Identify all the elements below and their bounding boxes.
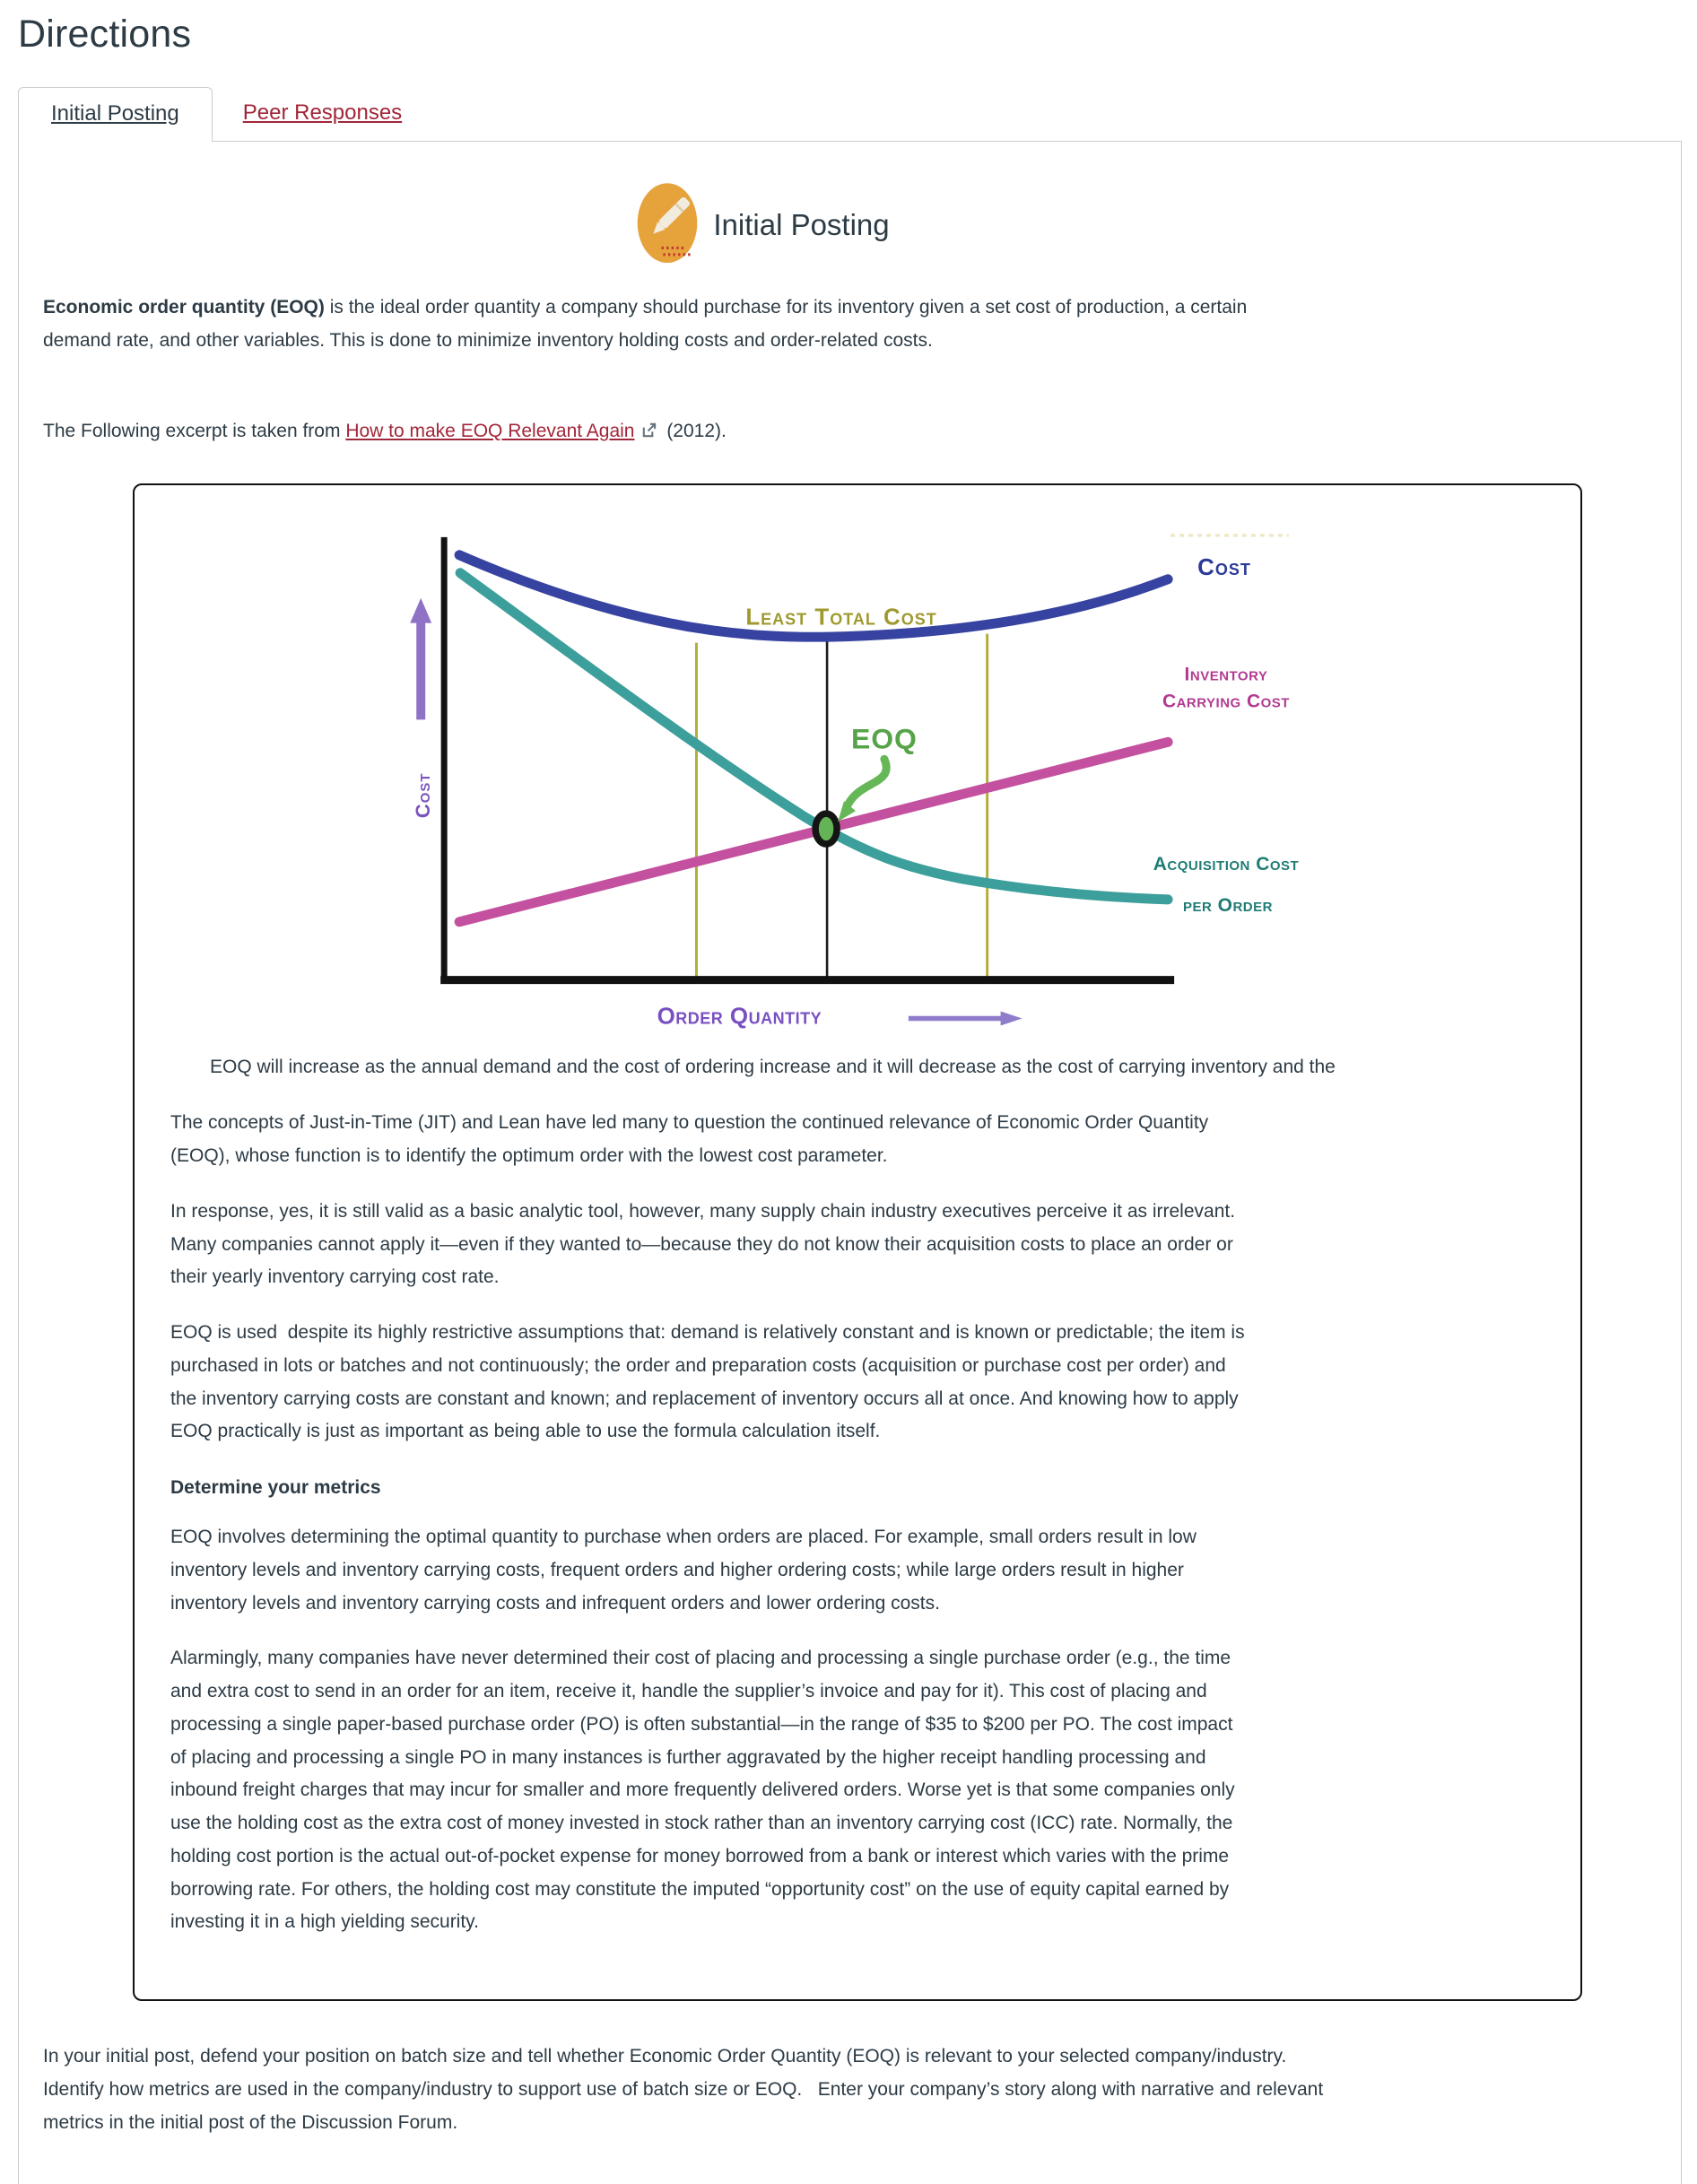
source-prefix: The Following excerpt is taken from bbox=[43, 420, 346, 441]
eoq-chart bbox=[135, 485, 1580, 1048]
eoq-article-link[interactable]: How to make EOQ Relevant Again bbox=[345, 420, 635, 441]
tab-content-panel bbox=[18, 141, 1682, 2184]
excerpt-paragraph: The concepts of Just-in-Time (JIT) and Lean have led many to question the continued relevance of Economic Order Quantity (EOQ), whose function is to identify the optimum order with the lowest cost parameter. bbox=[170, 1112, 1214, 1167]
eoq-label: EOQ bbox=[850, 722, 918, 755]
source-suffix: (2012). bbox=[661, 420, 727, 441]
closing-instructions: In your initial post, defend your position on batch size and tell whether Economic Order Quantity (EOQ) is relevant to your selected company/industry. Identify how metrics are used in the company/industry to support use of batch size or EOQ. Enter your company’s story along with narrative and relevant metrics in the initial post of the Discussion Forum. bbox=[43, 2046, 1328, 2133]
y-axis-arrowhead bbox=[410, 598, 431, 623]
eoq-point bbox=[815, 814, 837, 844]
acquisition-label-1: Acquisition Cost bbox=[1153, 854, 1300, 875]
eoq-chart-svg bbox=[135, 485, 1580, 1048]
excerpt-body bbox=[135, 1083, 1580, 1939]
intro-rest: is the ideal order quantity a company should purchase for its inventory given a set cost of production, a certain demand rate, and other variables. This is done to minimize inventory holding costs and order-related costs. bbox=[43, 297, 1253, 351]
section-header bbox=[634, 181, 889, 268]
excerpt-box bbox=[133, 483, 1582, 2001]
excerpt-subheading: Determine your metrics bbox=[170, 1477, 381, 1499]
tab-bar bbox=[18, 87, 1697, 141]
inventory-label-2: Carrying Cost bbox=[1162, 691, 1290, 712]
x-axis-label: Order Quantity bbox=[657, 1004, 822, 1030]
section-title: Initial Posting bbox=[713, 207, 890, 241]
inventory-label-1: Inventory bbox=[1184, 664, 1268, 685]
cost-legend-label: Cost bbox=[1197, 555, 1251, 581]
excerpt-paragraph: EOQ is used despite its highly restrictive assumptions that: demand is relatively constant and is known or predictable; the item is purchased in lots or batches and not continuously; the order and preparation costs (acquisition or purchase cost per order) and the inventory carrying costs are constant and known; and replacement of inventory occurs all at once. And knowing how to apply EOQ practically is just as important as being able to use the formula calculation itself. bbox=[170, 1322, 1250, 1442]
least-total-cost-label: Least Total Cost bbox=[745, 605, 937, 631]
tab-initial-posting[interactable]: Initial Posting bbox=[18, 87, 213, 142]
excerpt-paragraph: EOQ involves determining the optimal quantity to purchase when orders are placed. For example, small orders result in low inventory levels and inventory carrying costs, frequent orders and higher ordering costs; while large orders result in higher inventory levels and inventory carrying costs and infrequent orders and lower ordering costs. bbox=[170, 1527, 1202, 1614]
excerpt-paragraph: Alarmingly, many companies have never determined their cost of placing and processing a single purchase order (e.g., the time and extra cost to send in an order for an item, receive it, handle the supplier’s invoice and pay for it). This cost of placing and processing a single paper-based purchase order (PO) is often substantial—in the range of $35 to $200 per PO. The cost impact of placing and processing a single PO in many instances is further aggravated by the higher receipt handling processing and inbound freight charges that may incur for smaller and more frequently delivered orders. Worse yet is that some companies only use the holding cost as the extra cost of money invested in stock rather than an inventory carrying cost (ICC) rate. Normally, the holding cost portion is the actual out-of-pocket expense for money borrowed from a bank or interest which varies with the prime borrowing rate. For others, the holding cost may constitute the imputed “opportunity cost” on the use of equity capital earned by investing it in a high yielding security. bbox=[170, 1648, 1240, 1933]
chart-caption: EOQ will increase as the annual demand and the cost of ordering increase and it will decrease as the cost of carrying inventory and the bbox=[210, 1056, 1336, 1077]
external-link-icon bbox=[640, 417, 657, 450]
y-axis-label: Cost bbox=[412, 772, 435, 819]
tab-peer-responses[interactable]: Peer Responses bbox=[242, 100, 403, 125]
pen-badge-icon bbox=[634, 181, 701, 268]
x-axis-arrowhead bbox=[1001, 1012, 1023, 1026]
page-title: Directions bbox=[18, 13, 192, 56]
intro-paragraph bbox=[43, 291, 1317, 358]
intro-bold-lead: Economic order quantity (EOQ) bbox=[43, 297, 325, 318]
excerpt-paragraph: In response, yes, it is still valid as a basic analytic tool, however, many supply chain industry executives perceive it as irrelevant. Many companies cannot apply it—even if they wanted to—because they do not know their acquisition costs to place an order or their yearly inventory carrying cost rate. bbox=[170, 1200, 1251, 1288]
source-line bbox=[43, 415, 1317, 450]
acquisition-label-2: per Order bbox=[1183, 895, 1273, 917]
eoq-arrow bbox=[848, 759, 886, 804]
